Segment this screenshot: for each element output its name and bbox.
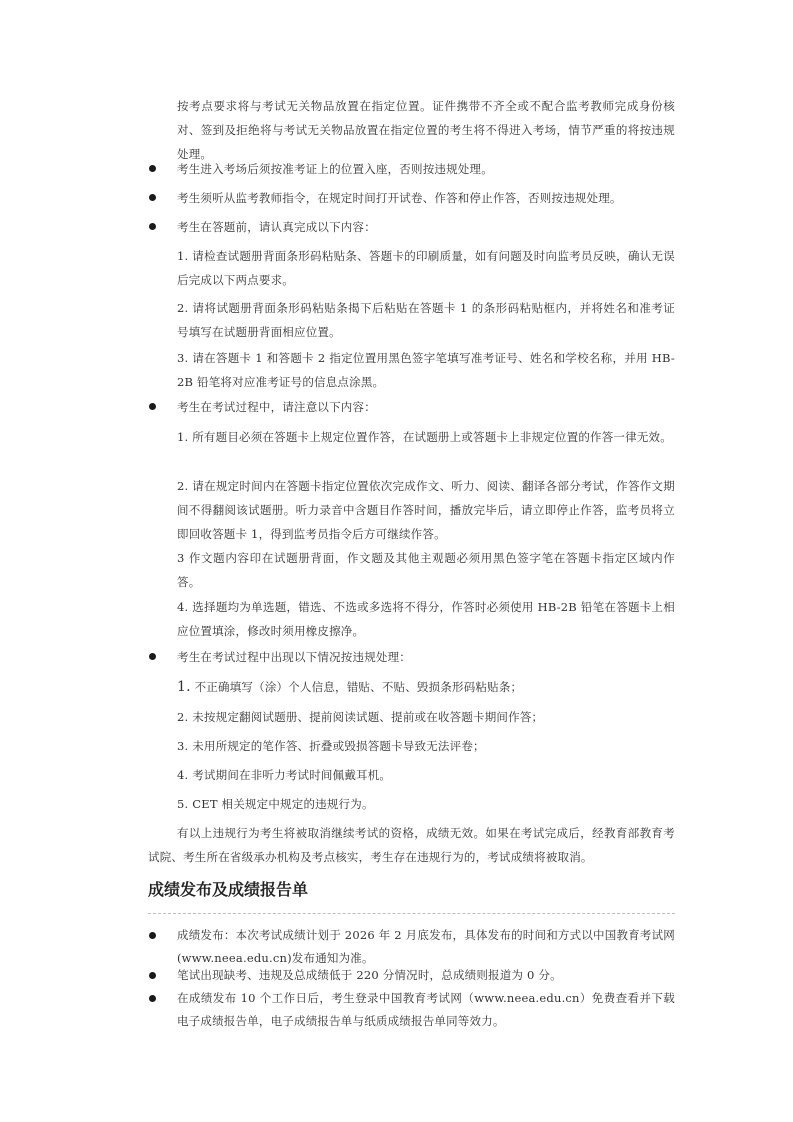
during-exam-item-4: 4. 选择题均为单选题，错选、不选或多选将不得分，作答时必须使用 HB-2B 铅笔在答题卡上相应位置填涂，修改时须用橡皮擦净。 bbox=[177, 600, 675, 638]
during-exam-item-3: 3 作文题内容印在试题册背面，作文题及其他主观题必须用黑色签字笔在答题卡指定区域内作答。 bbox=[177, 551, 675, 589]
bullet-follow-instructions: 考生须听从监考教师指令，在规定时间打开试卷、作答和停止作答，否则按违规处理。 bbox=[177, 191, 622, 205]
violation-item-1-number: 1. bbox=[177, 679, 191, 695]
during-exam-item-2: 2. 请在规定时间内在答题卡指定位置依次完成作文、听力、阅读、翻译各部分考试，作答作文期间不得翻阅该试题册。听力录音中含题目作答时间，播放完毕后，请立即停止作答，监考员将立即回收答题卡 1，得到监考员指令后方可继续作答。 bbox=[177, 479, 675, 541]
violation-item-1 bbox=[177, 675, 675, 699]
section-heading-results: 成绩发布及成绩报告单 bbox=[148, 880, 309, 899]
paragraph-intro: 按考点要求将与考试无关物品放置在指定位置。证件携带不齐全或不配合监考教师完成身份核对、签到及拒绝将与考试无关物品放置在指定位置的考生将不得进入考场，情节严重的将按违规处理。 bbox=[177, 99, 675, 161]
paragraph-closing: 有以上违规行为考生将被取消继续考试的资格，成绩无效。如果在考试完成后，经教育部教育考试院、考生所在省级承办机构及考点核实，考生存在违规行为的，考试成绩将被取消。 bbox=[148, 826, 675, 864]
bullet-during-exam: 考生在考试过程中，请注意以下内容： bbox=[177, 400, 376, 414]
bullet-results-release: 成绩发布：本次考试成绩计划于 2026 年 2 月底发布，具体发布的时间和方式以中国教育考试网(www.neea.edu.cn)发布通知为准。 bbox=[177, 928, 675, 965]
bullet-dot bbox=[149, 972, 156, 979]
bullet-dot bbox=[149, 223, 156, 230]
bullet-before-answer: 考生在答题前，请认真完成以下内容： bbox=[177, 220, 376, 234]
violation-item-4: 4. 考试期间在非听力考试时间佩戴耳机。 bbox=[177, 768, 392, 782]
bullet-score-report: 在成绩发布 10 个工作日后，考生登录中国教育考试网（www.neea.edu.cn）免费查看并下载电子成绩报告单，电子成绩报告单与纸质成绩报告单同等效力。 bbox=[177, 991, 675, 1028]
before-answer-item-3: 3. 请在答题卡 1 和答题卡 2 指定位置用黑色签字笔填写准考证号、姓名和学校名称，并用 HB-2B 铅笔将对应准考证号的信息点涂黑。 bbox=[177, 351, 675, 389]
heading-divider bbox=[148, 913, 675, 914]
bullet-dot bbox=[149, 995, 156, 1002]
violation-item-3: 3. 未用所规定的笔作答、折叠或毁损答题卡导致无法评卷； bbox=[177, 739, 485, 753]
bullet-dot bbox=[149, 653, 156, 660]
bullet-seat: 考生进入考场后须按准考证上的位置入座，否则按违规处理。 bbox=[177, 162, 493, 176]
bullet-dot bbox=[149, 165, 156, 172]
during-exam-item-1: 1. 所有题目必须在答题卡上规定位置作答，在试题册上或答题卡上非规定位置的作答一律无效。 bbox=[177, 430, 672, 444]
bullet-dot bbox=[149, 194, 156, 201]
violation-item-1-text: 不正确填写（涂）个人信息，错贴、不贴、毁损条形码粘贴条； bbox=[190, 680, 523, 694]
before-answer-item-2: 2. 请将试题册背面条形码粘贴条揭下后粘贴在答题卡 1 的条形码粘贴框内，并将姓名和准考证号填写在试题册背面相应位置。 bbox=[177, 301, 675, 339]
bullet-dot bbox=[149, 932, 156, 939]
bullet-violations: 考生在考试过程中出现以下情况按违规处理： bbox=[177, 650, 411, 664]
bullet-dot bbox=[149, 403, 156, 410]
bullet-zero-score: 笔试出现缺考、违规及总成绩低于 220 分情况时，总成绩则报道为 0 分。 bbox=[177, 968, 562, 982]
before-answer-item-1: 1. 请检查试题册背面条形码粘贴条、答题卡的印刷质量，如有问题及时向监考员反映，确认无误后完成以下两点要求。 bbox=[177, 249, 675, 287]
violation-item-5: 5. CET 相关规定中规定的违规行为。 bbox=[177, 797, 374, 811]
violation-item-2: 2. 未按规定翻阅试题册、提前阅读试题、提前或在收答题卡期间作答； bbox=[177, 710, 544, 724]
